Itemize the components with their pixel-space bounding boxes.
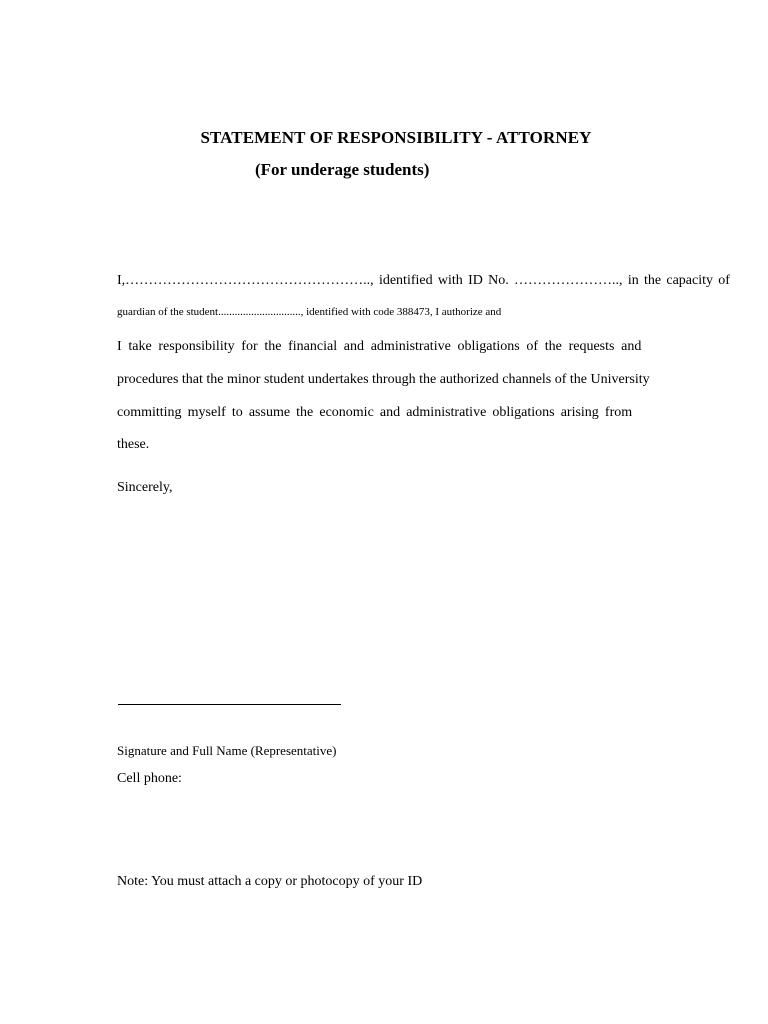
note-text: Note: You must attach a copy or photocopy of your ID: [117, 874, 423, 889]
line1-word: the: [643, 273, 662, 288]
line1-word: with: [437, 273, 463, 288]
guardian-line: guardian of the student.............................., identified with code 388473, I authorize and: [117, 306, 502, 318]
declarant-line: [117, 273, 730, 289]
document-title: STATEMENT OF RESPONSIBILITY - ATTORNEY: [200, 128, 592, 147]
line1-word: No.: [488, 273, 509, 288]
line1-word: in: [627, 273, 639, 288]
line1-word: ID: [468, 273, 483, 288]
document-subtitle: (For underage students): [255, 160, 430, 179]
body-line: procedures that the minor student undertakes through the authorized channels of the University: [117, 372, 650, 387]
body-line: I take responsibility for the financial and administrative obligations of the requests and: [117, 339, 642, 354]
id-number-blank: …………………..,: [514, 273, 623, 288]
line1-word: capacity: [666, 273, 714, 288]
signature-caption: Signature and Full Name (Representative): [117, 743, 337, 758]
body-line: committing myself to assume the economic and administrative obligations arising from: [117, 405, 633, 420]
cell-phone-label: Cell phone:: [117, 771, 182, 786]
signature-line: [118, 704, 341, 705]
line1-word: identified: [378, 273, 433, 288]
closing-text: Sincerely,: [117, 480, 173, 495]
body-line: these.: [117, 437, 150, 452]
declarant-name-blank: I,……………………………………………..,: [117, 273, 374, 288]
line1-word: of: [718, 273, 730, 288]
